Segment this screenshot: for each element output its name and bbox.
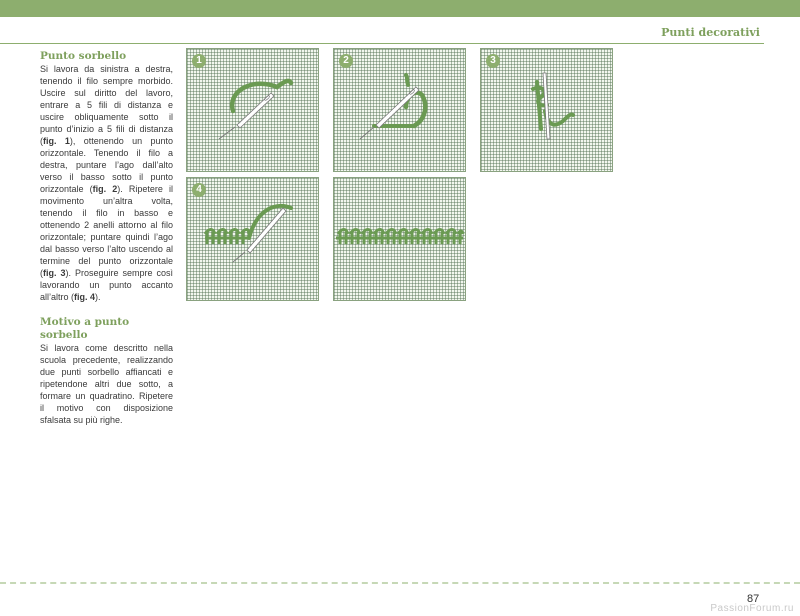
stitch-illustration (481, 49, 612, 171)
section-heading: Motivo a punto sorbello (40, 316, 130, 341)
bottom-rule (0, 582, 800, 584)
stitch-illustration (334, 49, 465, 171)
section-body: Si lavora come descritto nella scuola precedente, realizzando due punti sorbello affiancati e ripetendone altri due sotto, a formare un quadratino. Ripetere il motivo con disposizione sfalsata su più righe. (40, 343, 173, 425)
figure-1 (186, 48, 319, 172)
body-text: ). Proseguire sempre così lavorando un punto accanto all’altro ( (40, 268, 173, 302)
section-punto-sorbello (40, 50, 173, 303)
section-body (40, 63, 173, 303)
figure-number-badge: 3 (486, 54, 500, 68)
figure-3 (480, 48, 613, 172)
figure-4 (186, 177, 319, 301)
stitch-row (205, 230, 249, 245)
figure-number-badge: 1 (192, 54, 206, 68)
figure-number-badge: 2 (339, 54, 353, 68)
header-rule (0, 43, 764, 44)
watermark: PassionForum.ru (710, 603, 794, 614)
stitch-illustration (187, 49, 318, 171)
body-text: ). Ripetere il movimento un’altra volta, tenendo il filo in basso e ottenendo 2 anelli attorno al filo orizzontale; puntare quindi l’ago dal basso verso l’alto uscendo al termine del punto orizzontale ( (40, 184, 173, 278)
fig-reference: fig. 3 (43, 268, 66, 278)
figure-number-badge: 4 (192, 183, 206, 197)
stitch-row (336, 230, 463, 245)
figure-finished-row (333, 177, 466, 301)
stitch-illustration (334, 178, 465, 300)
page-number: 87 (747, 593, 760, 605)
body-text: ). (95, 292, 101, 302)
stitch-illustration (187, 178, 318, 300)
fig-reference: fig. 4 (74, 292, 96, 302)
section-title: Punti decorativi (661, 26, 760, 39)
section-motivo-sorbello (40, 316, 173, 426)
fig-reference: fig. 1 (43, 136, 70, 146)
figure-2 (333, 48, 466, 172)
body-text: ), ottenendo un punto orizzontale. Tenendo il filo a destra, puntare l’ago dall’alto verso il basso sotto il punto orizzontale ( (40, 136, 173, 194)
body-text: Si lavora da sinistra a destra, tenendo il filo sempre morbido. Uscire sul diritto del lavoro, entrare a 5 fili di distanza e uscire obliquamente sotto il punto d’inizio a 5 fili di distanza ( (40, 64, 173, 146)
top-color-band (0, 0, 800, 17)
fig-reference: fig. 2 (92, 184, 118, 194)
section-heading: Punto sorbello (40, 50, 127, 62)
